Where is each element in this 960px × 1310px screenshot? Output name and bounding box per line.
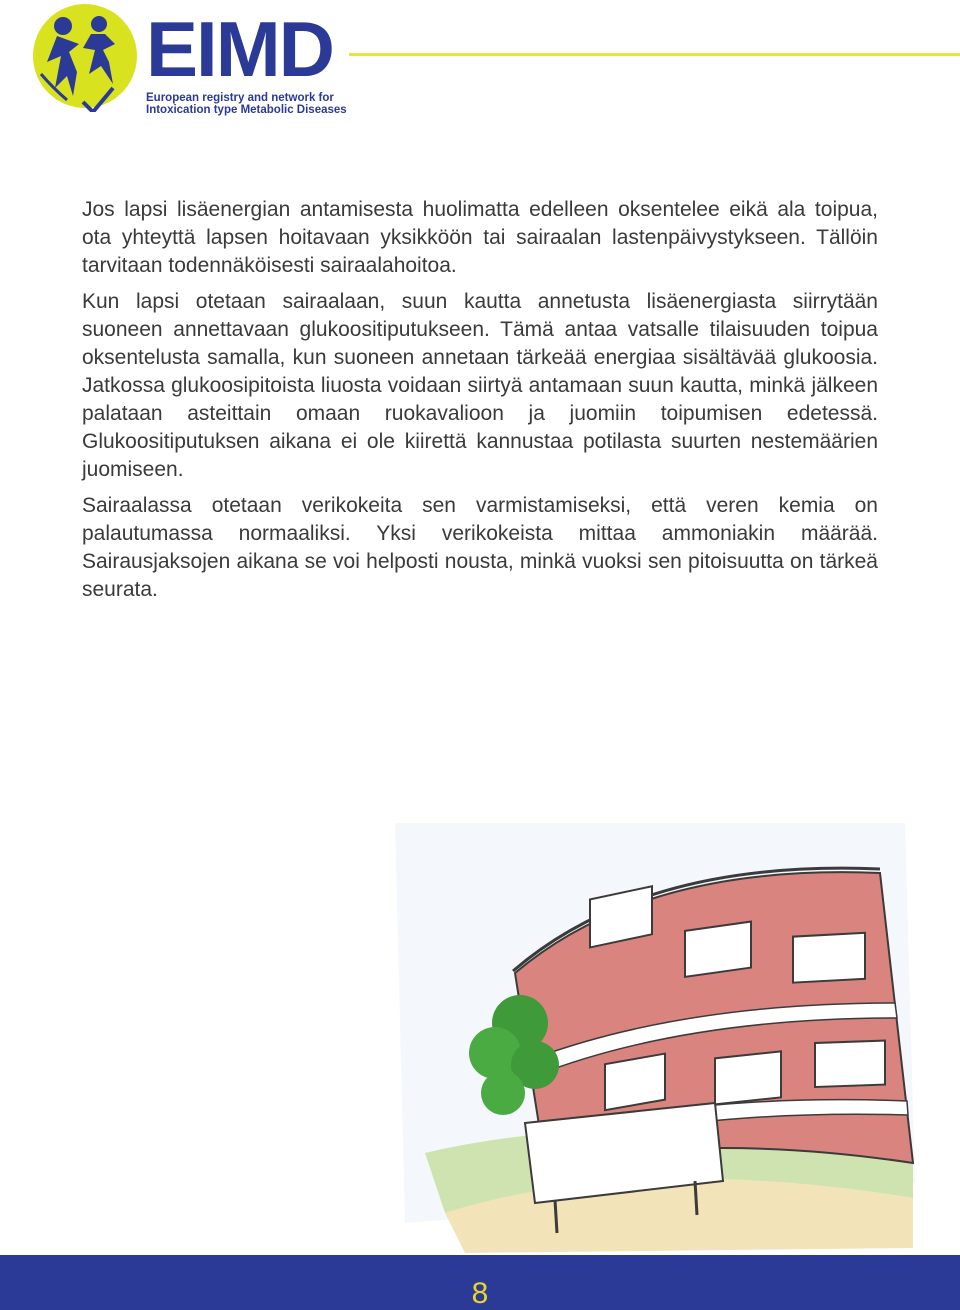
logo-subtitle	[146, 92, 347, 116]
paragraph: Sairaalassa otetaan verikokeita sen varmistamiseksi, että veren kemia on palautumassa normaaliksi. Yksi verikokeista mittaa ammoniakin määrää. Sairausjaksojen aikana se voi helposti nousta, minkä vuoksi sen pitoisuutta on tärkeä seurata.	[82, 494, 878, 601]
logo-wordmark: EIMD	[146, 5, 333, 93]
running-figures-icon	[33, 4, 143, 112]
logo-subtitle-line: Intoxication type Metabolic Diseases	[146, 104, 347, 116]
paragraph: Kun lapsi otetaan sairaalaan, suun kautta annetusta lisäenergiasta siirrytään suoneen annettavaan glukoositiputukseen. Tämä antaa vatsalle tilaisuuden toipua oksentelusta samalla, kun suoneen annetaan tärkeää energiaa sisältävää glukoosia. Jatkossa glukoosipitoista liuosta voidaan siirtyä antamaan suun kautta, minkä jälkeen palataan asteittain omaan ruokavalioon ja juomiin toipumisen edetessä. Glukoositiputuksen aikana ei ole kiirettä kannustaa potilasta suurten nestemäärien juomiseen.	[82, 290, 878, 481]
header-divider	[349, 53, 960, 56]
logo-subtitle-line: European registry and network for	[146, 92, 334, 104]
paragraph: Jos lapsi lisäenergian antamisesta huolimatta edelleen oksentelee eikä ala toipua, ota yhteyttä lapsen hoitavaan yksikköön tai sairaalan lastenpäivystykseen. Tällöin tarvitaan todennäköisesti sairaalahoitoa.	[82, 198, 878, 277]
body-text	[82, 196, 878, 612]
hospital-building-illustration	[385, 803, 920, 1253]
page-number: 8	[471, 1277, 489, 1310]
page-header	[0, 0, 960, 140]
